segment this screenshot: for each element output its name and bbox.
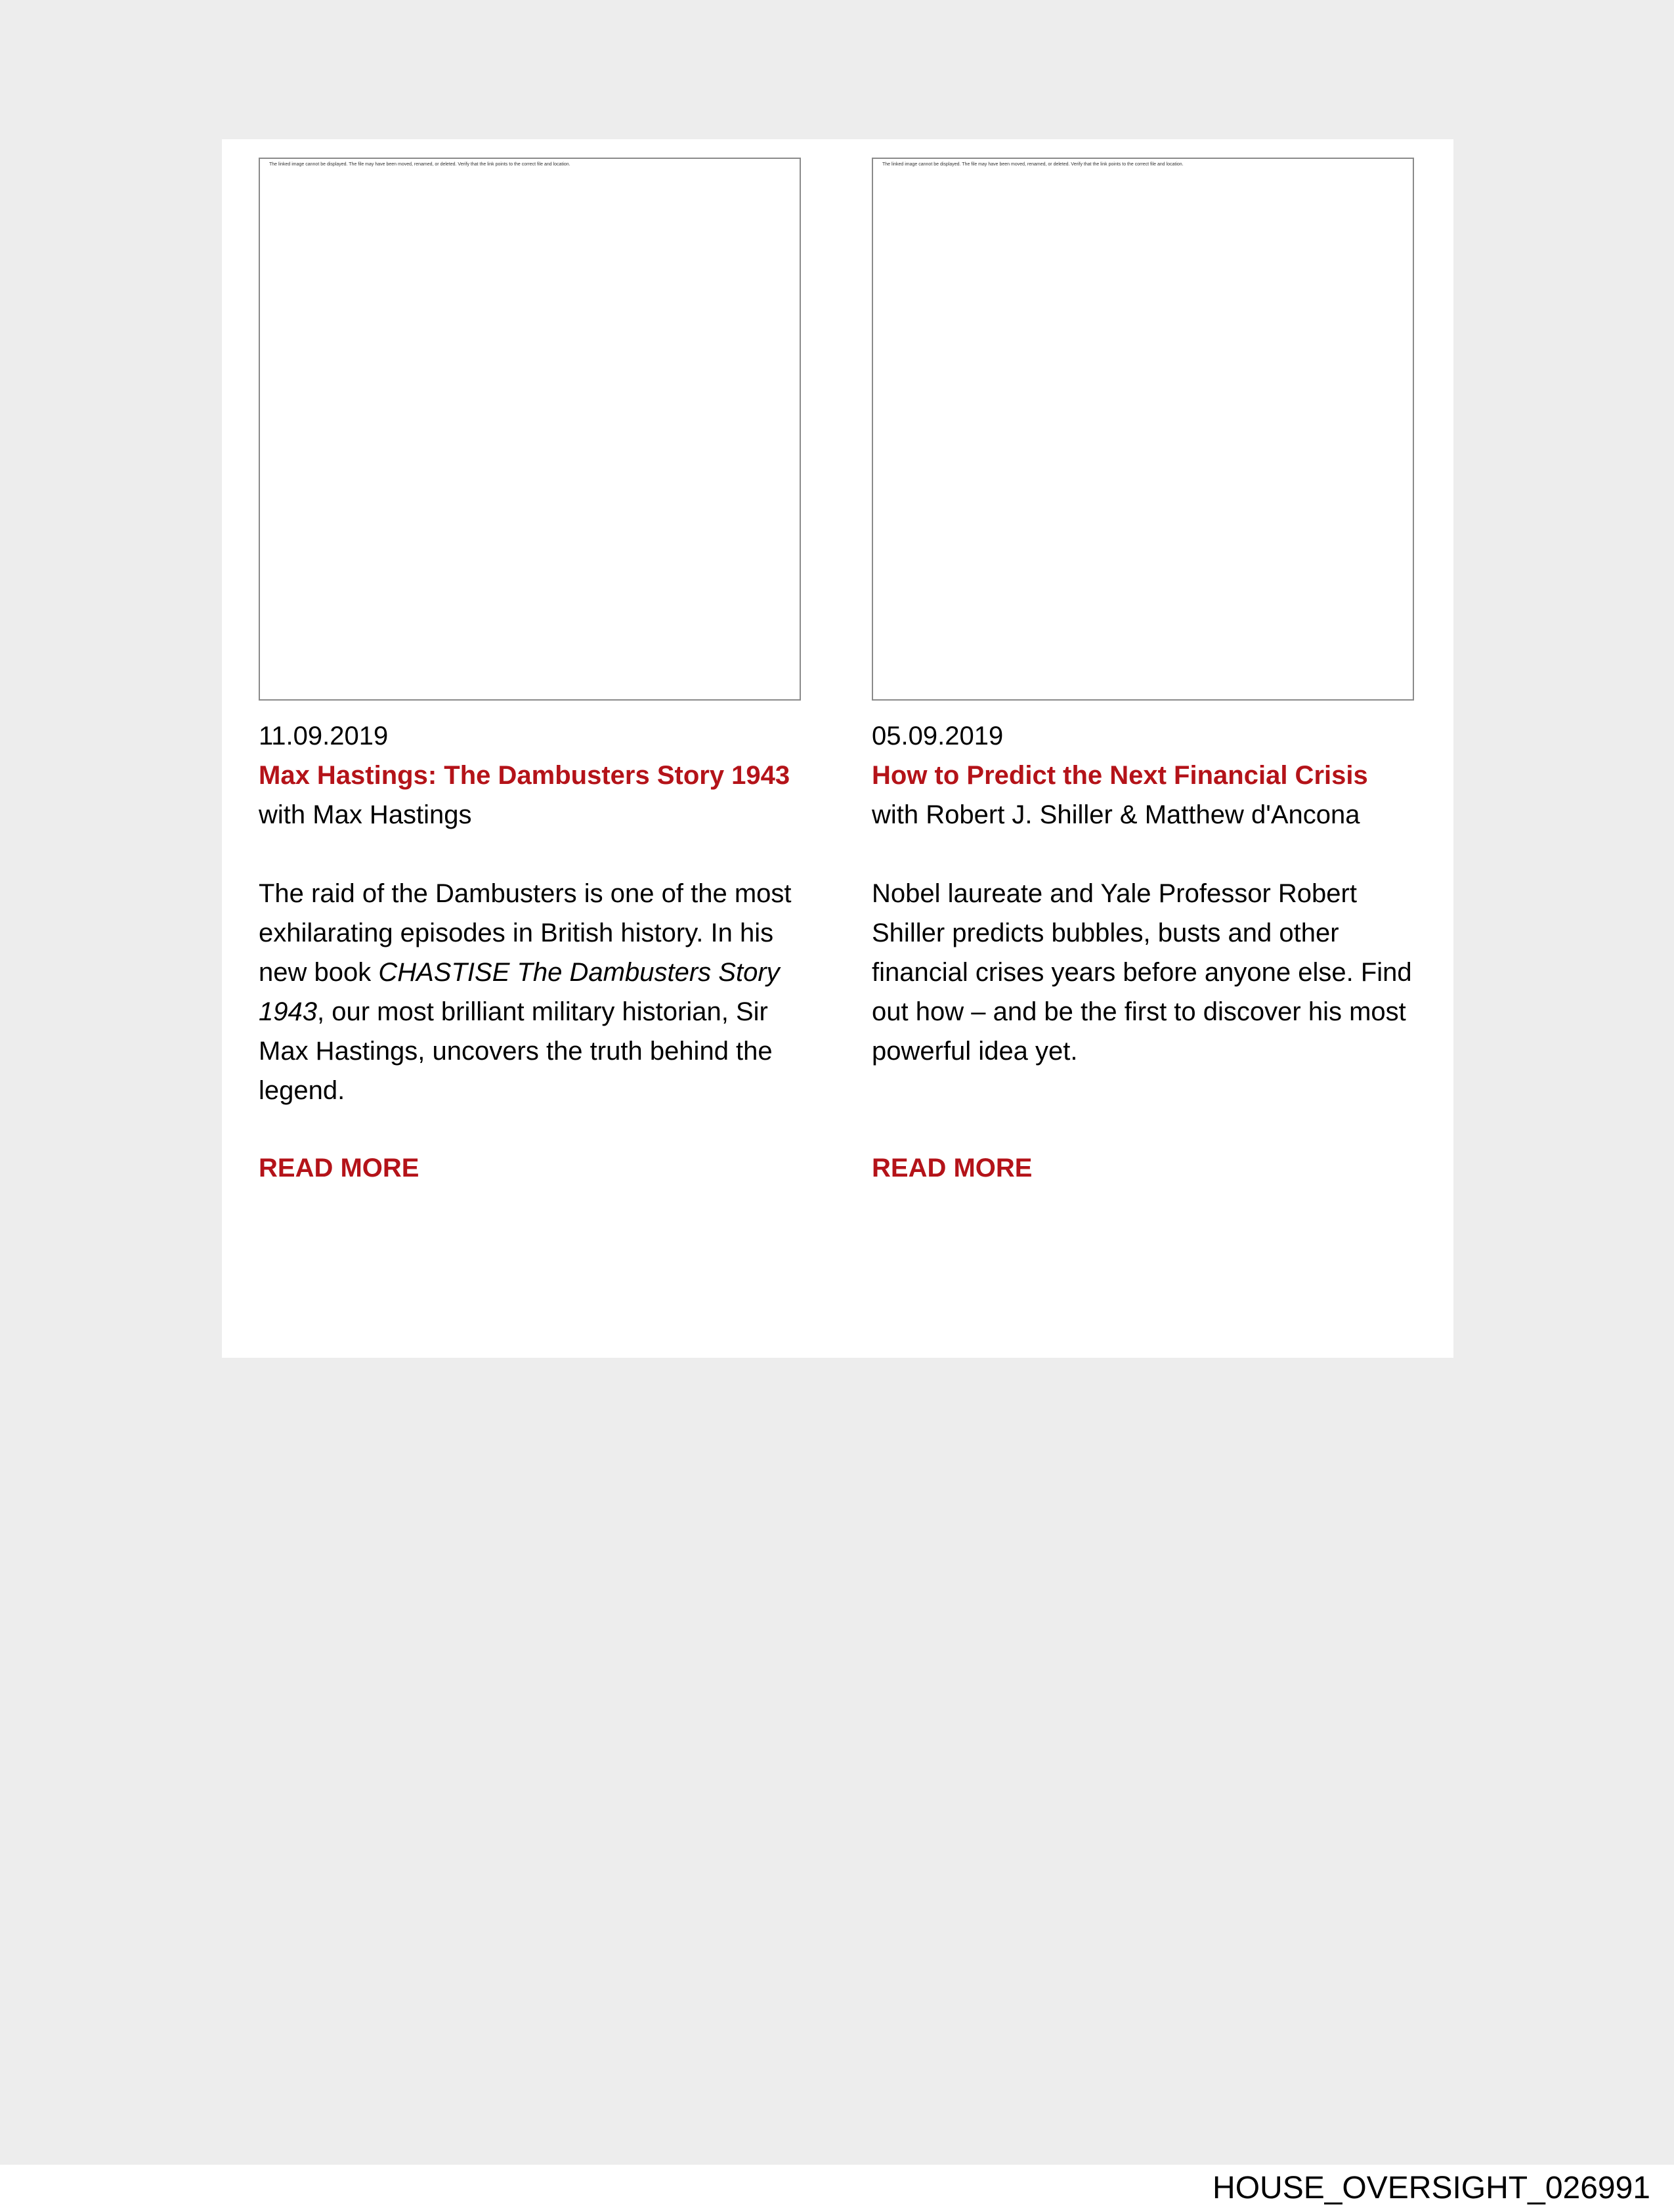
broken-image-placeholder[interactable] — [872, 158, 1414, 701]
newsletter-card — [222, 139, 1453, 1358]
article-title-link[interactable]: How to Predict the Next Financial Crisis — [872, 761, 1368, 790]
article-title-link[interactable]: Max Hastings: The Dambusters Story 1943 — [259, 761, 790, 790]
book-title: CHASTISE The Dambusters Story 1943 — [259, 958, 780, 1026]
bates-number: HOUSE_OVERSIGHT_026991 — [1213, 2171, 1650, 2205]
article-speaker: with Robert J. Shiller & Matthew d'Ancona — [872, 800, 1360, 829]
article-date: 11.09.2019 — [259, 722, 389, 750]
article-date: 05.09.2019 — [872, 722, 1004, 750]
article-dambusters — [259, 158, 801, 1188]
description-text-end: , our most brilliant military historian, Sir Max Hastings, uncovers the truth behind the legend. — [259, 997, 773, 1105]
broken-image-placeholder[interactable] — [259, 158, 801, 701]
image-alt-text: The linked image cannot be displayed. The file may have been moved, renamed, or deleted. Verify that the link points to the correct file and location. — [882, 162, 1184, 167]
article-description — [259, 874, 801, 1110]
article-description: Nobel laureate and Yale Professor Robert Shiller predicts bubbles, busts and other financial crises years before anyone else. Find out how – and be the first to discover his most powerful idea yet. — [872, 879, 1412, 1066]
footer-bar — [0, 2165, 1674, 2212]
article-financial-crisis — [872, 158, 1414, 1188]
description-text: The raid of the Dambusters is one of the most exhilarating episodes in British history. In his new book — [259, 879, 792, 987]
read-more-link[interactable]: READ MORE — [259, 1154, 419, 1182]
article-speaker: with Max Hastings — [259, 800, 472, 829]
read-more-link[interactable]: READ MORE — [872, 1154, 1033, 1182]
image-alt-text: The linked image cannot be displayed. The file may have been moved, renamed, or deleted. Verify that the link points to the correct file and location. — [269, 162, 570, 167]
